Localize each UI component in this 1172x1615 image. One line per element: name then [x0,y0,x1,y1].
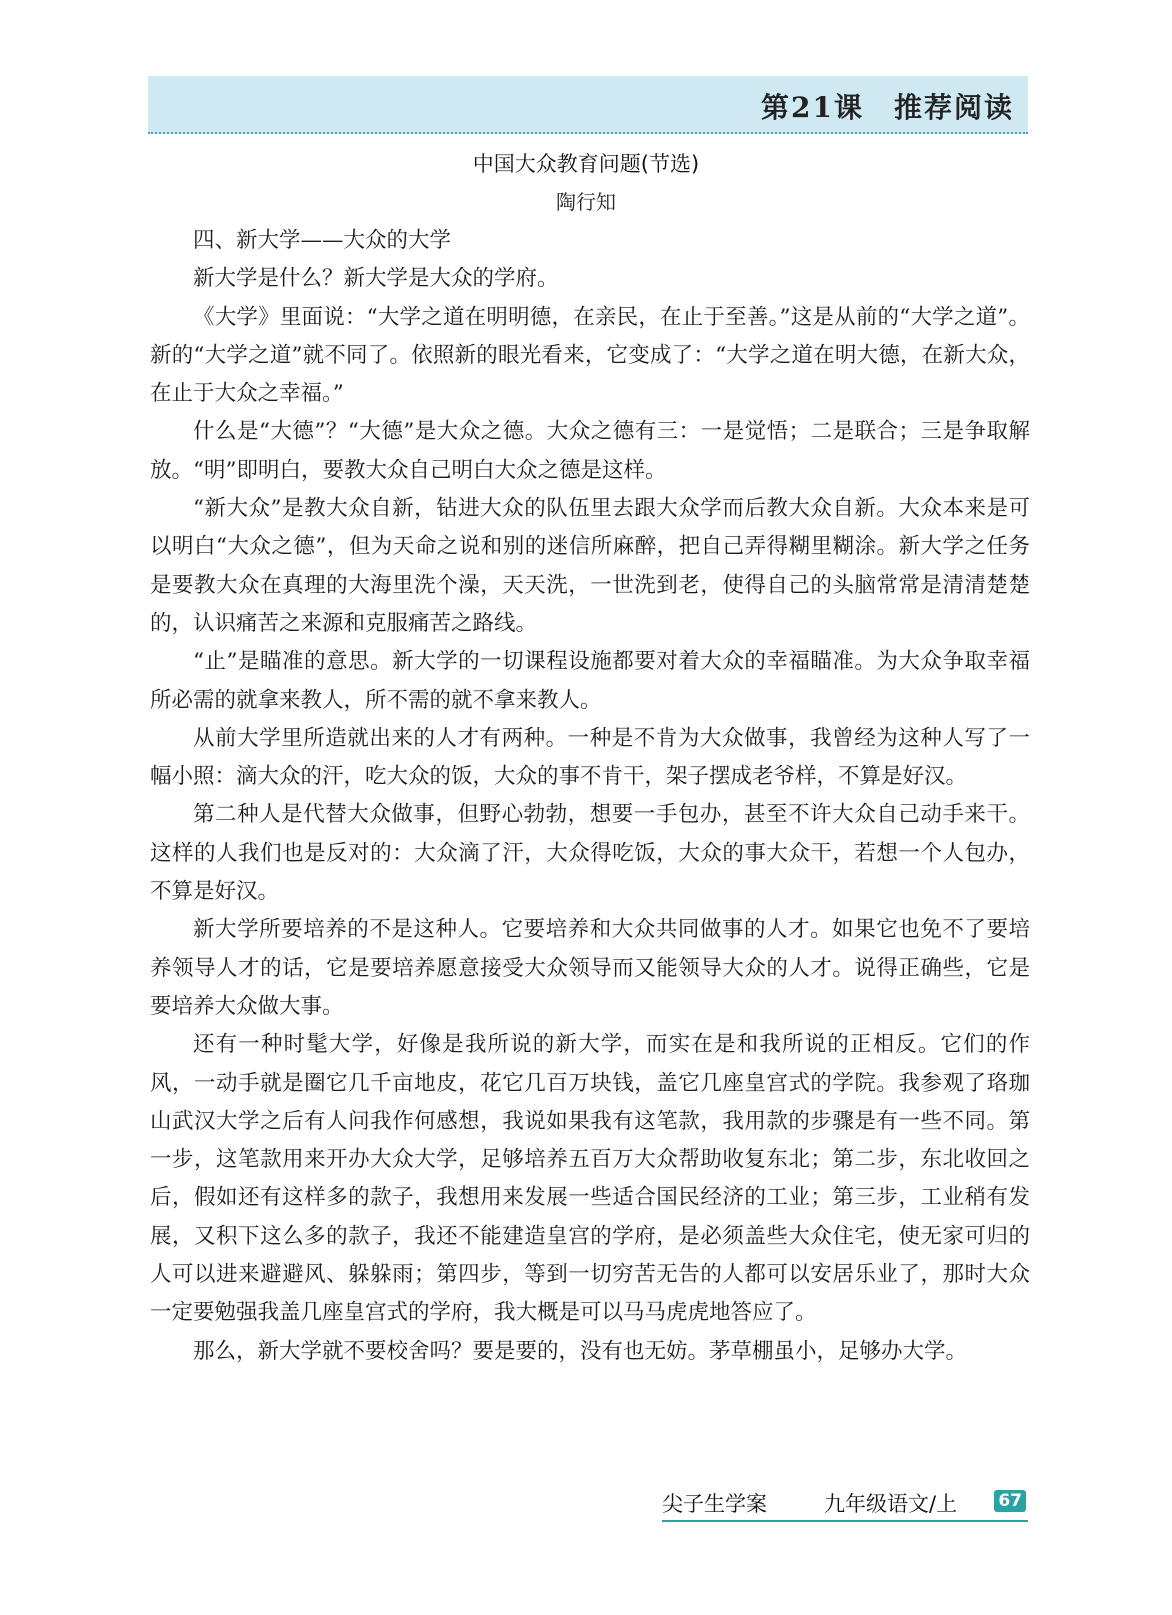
page-footer [662,1486,1028,1522]
article-author: 陶行知 [556,190,616,214]
page-number: 67 [994,1490,1026,1512]
lesson-header-band [148,76,1028,134]
grade-subject: 九年级语文/上 [824,1492,958,1516]
paragraph: 还有一种时髦大学，好像是我所说的新大学，而实在是和我所说的正相反。它们的作风，一动手就是圈它几千亩地皮，花它几百万块钱，盖它几座皇宫式的学院。我参观了珞珈山武汉大学之后有人问我作何感想，我说如果我有这笔款，我用款的步骤是有一些不同。第一步，这笔款用来开办大众大学，足够培养五百万大众帮助收复东北；第二步，东北收回之后，假如还有这样多的款子，我想用来发展一些适合国民经济的工业；第三步，工业稍有发展，又积下这么多的款子，我还不能建造皇宫的学府，是必须盖些大众住宅，使无家可归的人可以进来避避风、躲躲雨；第四步，等到一切穷苦无告的人都可以安居乐业了，那时大众一定要勉强我盖几座皇宫式的学府，我大概是可以马马虎虎地答应了。 [150,1032,1030,1326]
paragraph: 新大学是什么？新大学是大众的学府。 [193,266,559,292]
paragraph: 那么，新大学就不要校舍吗？要是要的，没有也无妨。茅草棚虽小，足够办大学。 [193,1338,968,1364]
paragraph: “止”是瞄准的意思。新大学的一切课程设施都要对着大众的幸福瞄准。为大众争取幸福所必需的就拿来教人，所不需的就不拿来教人。 [150,649,1030,713]
section-heading: 四、新大学——大众的大学 [193,228,452,253]
paragraph: 从前大学里所造就出来的人才有两种。一种是不肯为大众做事，我曾经为这种人写了一幅小照：滴大众的汗，吃大众的饭，大众的事不肯干，架子摆成老爷样，不算是好汉。 [150,725,1030,790]
paragraph: 什么是“大德”？“大德”是大众之德。大众之德有三：一是觉悟；二是联合；三是争取解放。“明”即明白，要教大众自己明白大众之德是这样。 [150,419,1030,483]
article-body [150,222,1030,1371]
lesson-title: 第21课 推荐阅读 [761,91,1014,124]
book-name: 尖子生学案 [662,1492,767,1516]
paragraph: 第二种人是代替大众做事，但野心勃勃，想要一手包办，甚至不许大众自己动手来干。这样的人我们也是反对的：大众滴了汗，大众得吃饭，大众的事大众干，若想一个人包办，不算是好汉。 [150,802,1030,905]
paragraph: 《大学》里面说：“大学之道在明明德，在亲民，在止于至善。”这是从前的“大学之道”。新的“大学之道”就不同了。依照新的眼光看来，它变成了：“大学之道在明大德，在新大众，在止于大众之幸福。” [150,304,1030,407]
paragraph: 新大学所要培养的不是这种人。它要培养和大众共同做事的人才。如果它也免不了要培养领导人才的话，它是要培养愿意接受大众领导而又能领导大众的人才。说得正确些，它是要培养大众做大事。 [150,917,1030,1019]
paragraph: “新大众”是教大众自新，钻进大众的队伍里去跟大众学而后教大众自新。大众本来是可以明白“大众之德”，但为天命之说和别的迷信所麻醉，把自己弄得糊里糊涂。新大学之任务是要教大众在真理的大海里洗个澡，天天洗，一世洗到老，使得自己的头脑常常是清清楚楚的，认识痛苦之来源和克服痛苦之路线。 [150,496,1030,636]
article-title: 中国大众教育问题(节选) [472,152,700,176]
